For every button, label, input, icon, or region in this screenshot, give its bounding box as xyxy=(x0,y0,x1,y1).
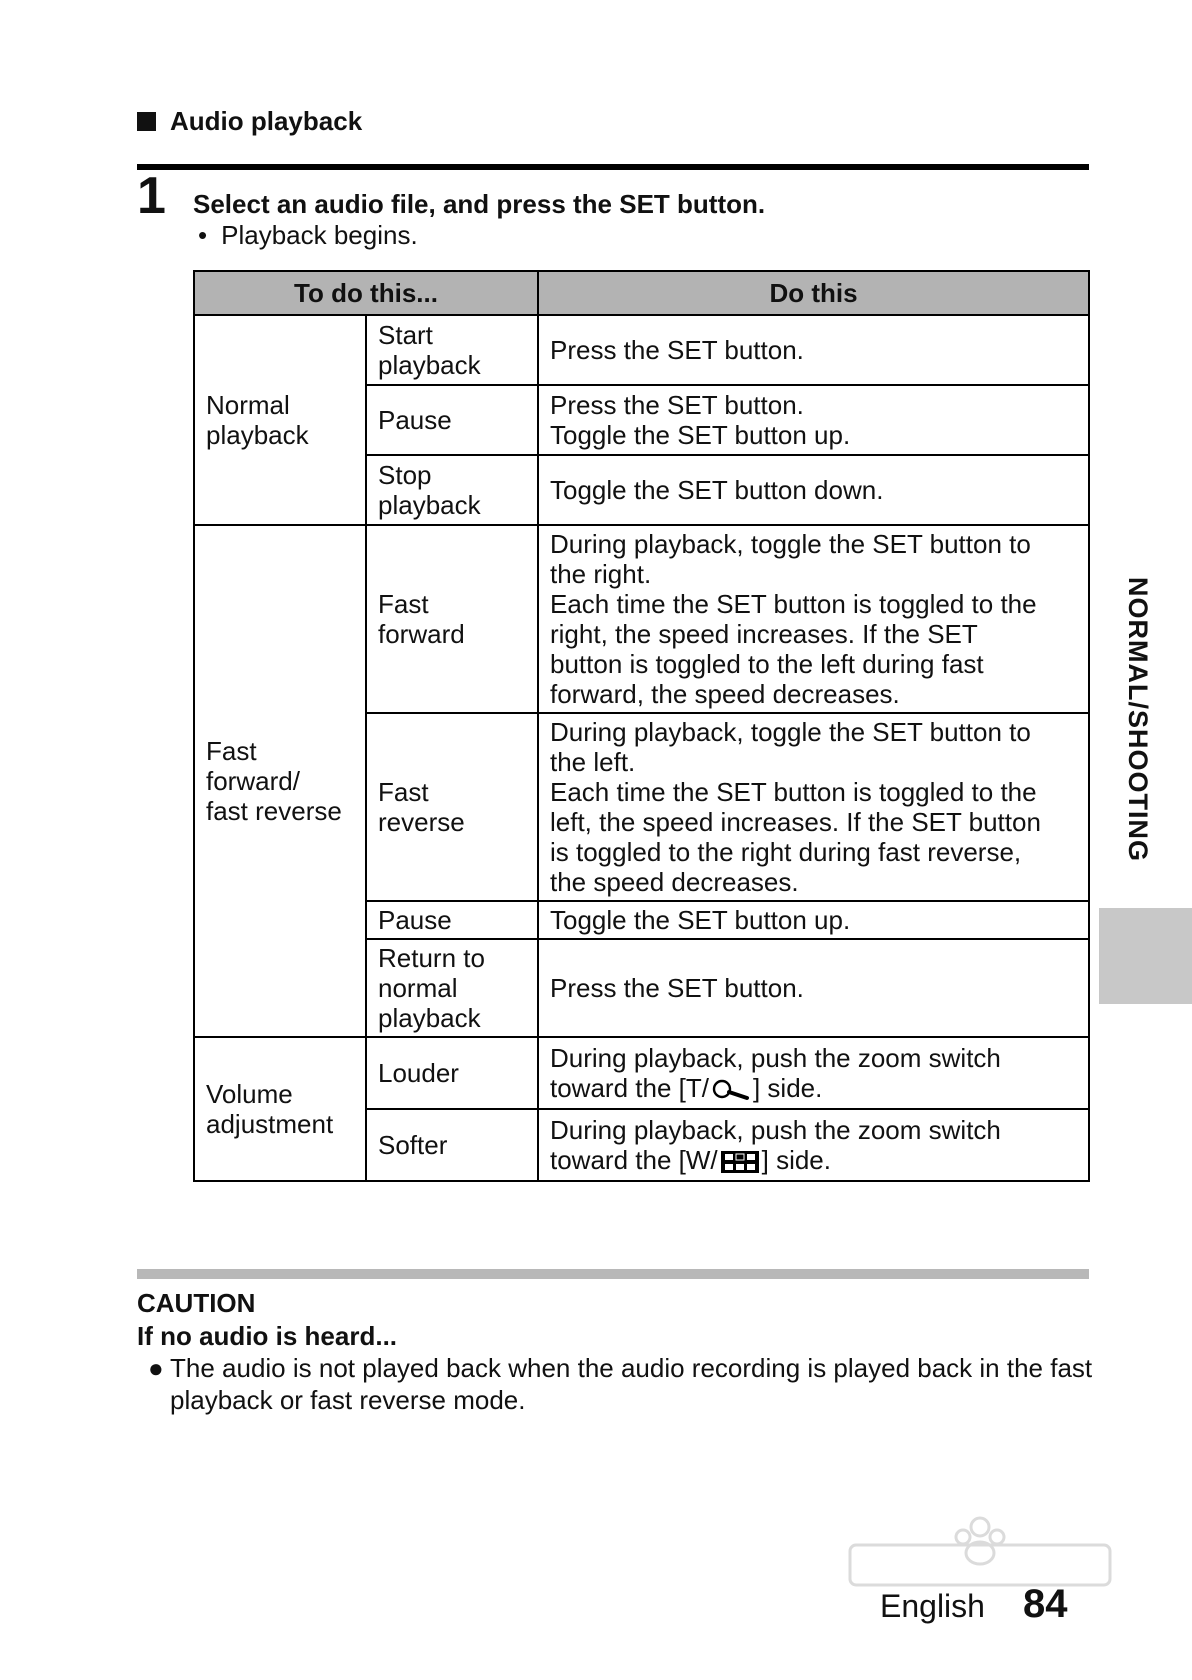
caution-item xyxy=(148,1352,1098,1416)
page-number: 84 xyxy=(1022,1582,1068,1626)
action-cell: Stop playback xyxy=(366,455,538,525)
side-tab-marker xyxy=(1099,908,1192,1004)
action-cell: Softer xyxy=(366,1109,538,1181)
header-do: Do this xyxy=(538,271,1089,315)
footer-language: English xyxy=(880,1588,985,1624)
step-note xyxy=(198,220,418,251)
table-row xyxy=(194,1037,1089,1109)
page-footer xyxy=(880,1582,1067,1627)
step-number: 1 xyxy=(137,167,166,225)
bullet-dot: • xyxy=(198,220,208,250)
caution-heading: CAUTION xyxy=(137,1288,256,1318)
side-tab-label: NORMAL/SHOOTING xyxy=(1123,577,1153,862)
instruction-cell: During playback, toggle the SET button to the right. Each time the SET button is toggled to the right, the speed increases. If the SET button is toggled to the left during fast forward, the speed decreases. xyxy=(538,525,1089,713)
instruction-cell: Press the SET button. Toggle the SET button up. xyxy=(538,385,1089,455)
section-title-text: Audio playback xyxy=(170,106,363,136)
instruction-cell: Toggle the SET button up. xyxy=(538,901,1089,939)
table-row xyxy=(194,525,1089,713)
action-cell: Return to normal playback xyxy=(366,939,538,1037)
action-cell: Fast forward xyxy=(366,525,538,713)
category-cell: Volume adjustment xyxy=(194,1037,366,1181)
step-note-text: Playback begins. xyxy=(221,220,418,250)
section-title xyxy=(137,106,362,137)
instruction-cell: Press the SET button. xyxy=(538,315,1089,385)
caution-rule xyxy=(137,1269,1089,1279)
instruction-cell: During playback, push the zoom switch toward the [W/ ] side. xyxy=(538,1109,1089,1181)
instruction-cell: Press the SET button. xyxy=(538,939,1089,1037)
caution-subheading: If no audio is heard... xyxy=(137,1321,398,1351)
action-cell: Louder xyxy=(366,1037,538,1109)
audio-playback-table xyxy=(193,270,1090,1182)
magnifier-icon xyxy=(711,1079,751,1101)
step-instruction: Select an audio file, and press the SET button. xyxy=(193,189,766,219)
bullet-icon: ● xyxy=(148,1353,164,1383)
caution-text: The audio is not played back when the audio recording is played back in the fast playback or fast reverse mode. xyxy=(170,1353,1093,1415)
action-cell: Fast reverse xyxy=(366,713,538,901)
instruction-cell: During playback, push the zoom switch toward the [T/ ] side. xyxy=(538,1037,1089,1109)
action-cell: Pause xyxy=(366,385,538,455)
action-cell: Pause xyxy=(366,901,538,939)
instruction-cell: During playback, toggle the SET button to the left. Each time the SET button is toggled to the left, the speed increases. If the SET button is toggled to the right during fast reverse, the speed decreases. xyxy=(538,713,1089,901)
header-todo: To do this... xyxy=(194,271,538,315)
category-cell: Fast forward/ fast reverse xyxy=(194,525,366,1037)
table-header-row xyxy=(194,271,1089,315)
action-cell: Start playback xyxy=(366,315,538,385)
instruction-cell: Toggle the SET button down. xyxy=(538,455,1089,525)
category-cell: Normal playback xyxy=(194,315,366,525)
top-rule xyxy=(137,164,1089,170)
grid-icon xyxy=(720,1150,760,1174)
square-bullet-icon xyxy=(137,112,156,131)
table-row xyxy=(194,315,1089,385)
